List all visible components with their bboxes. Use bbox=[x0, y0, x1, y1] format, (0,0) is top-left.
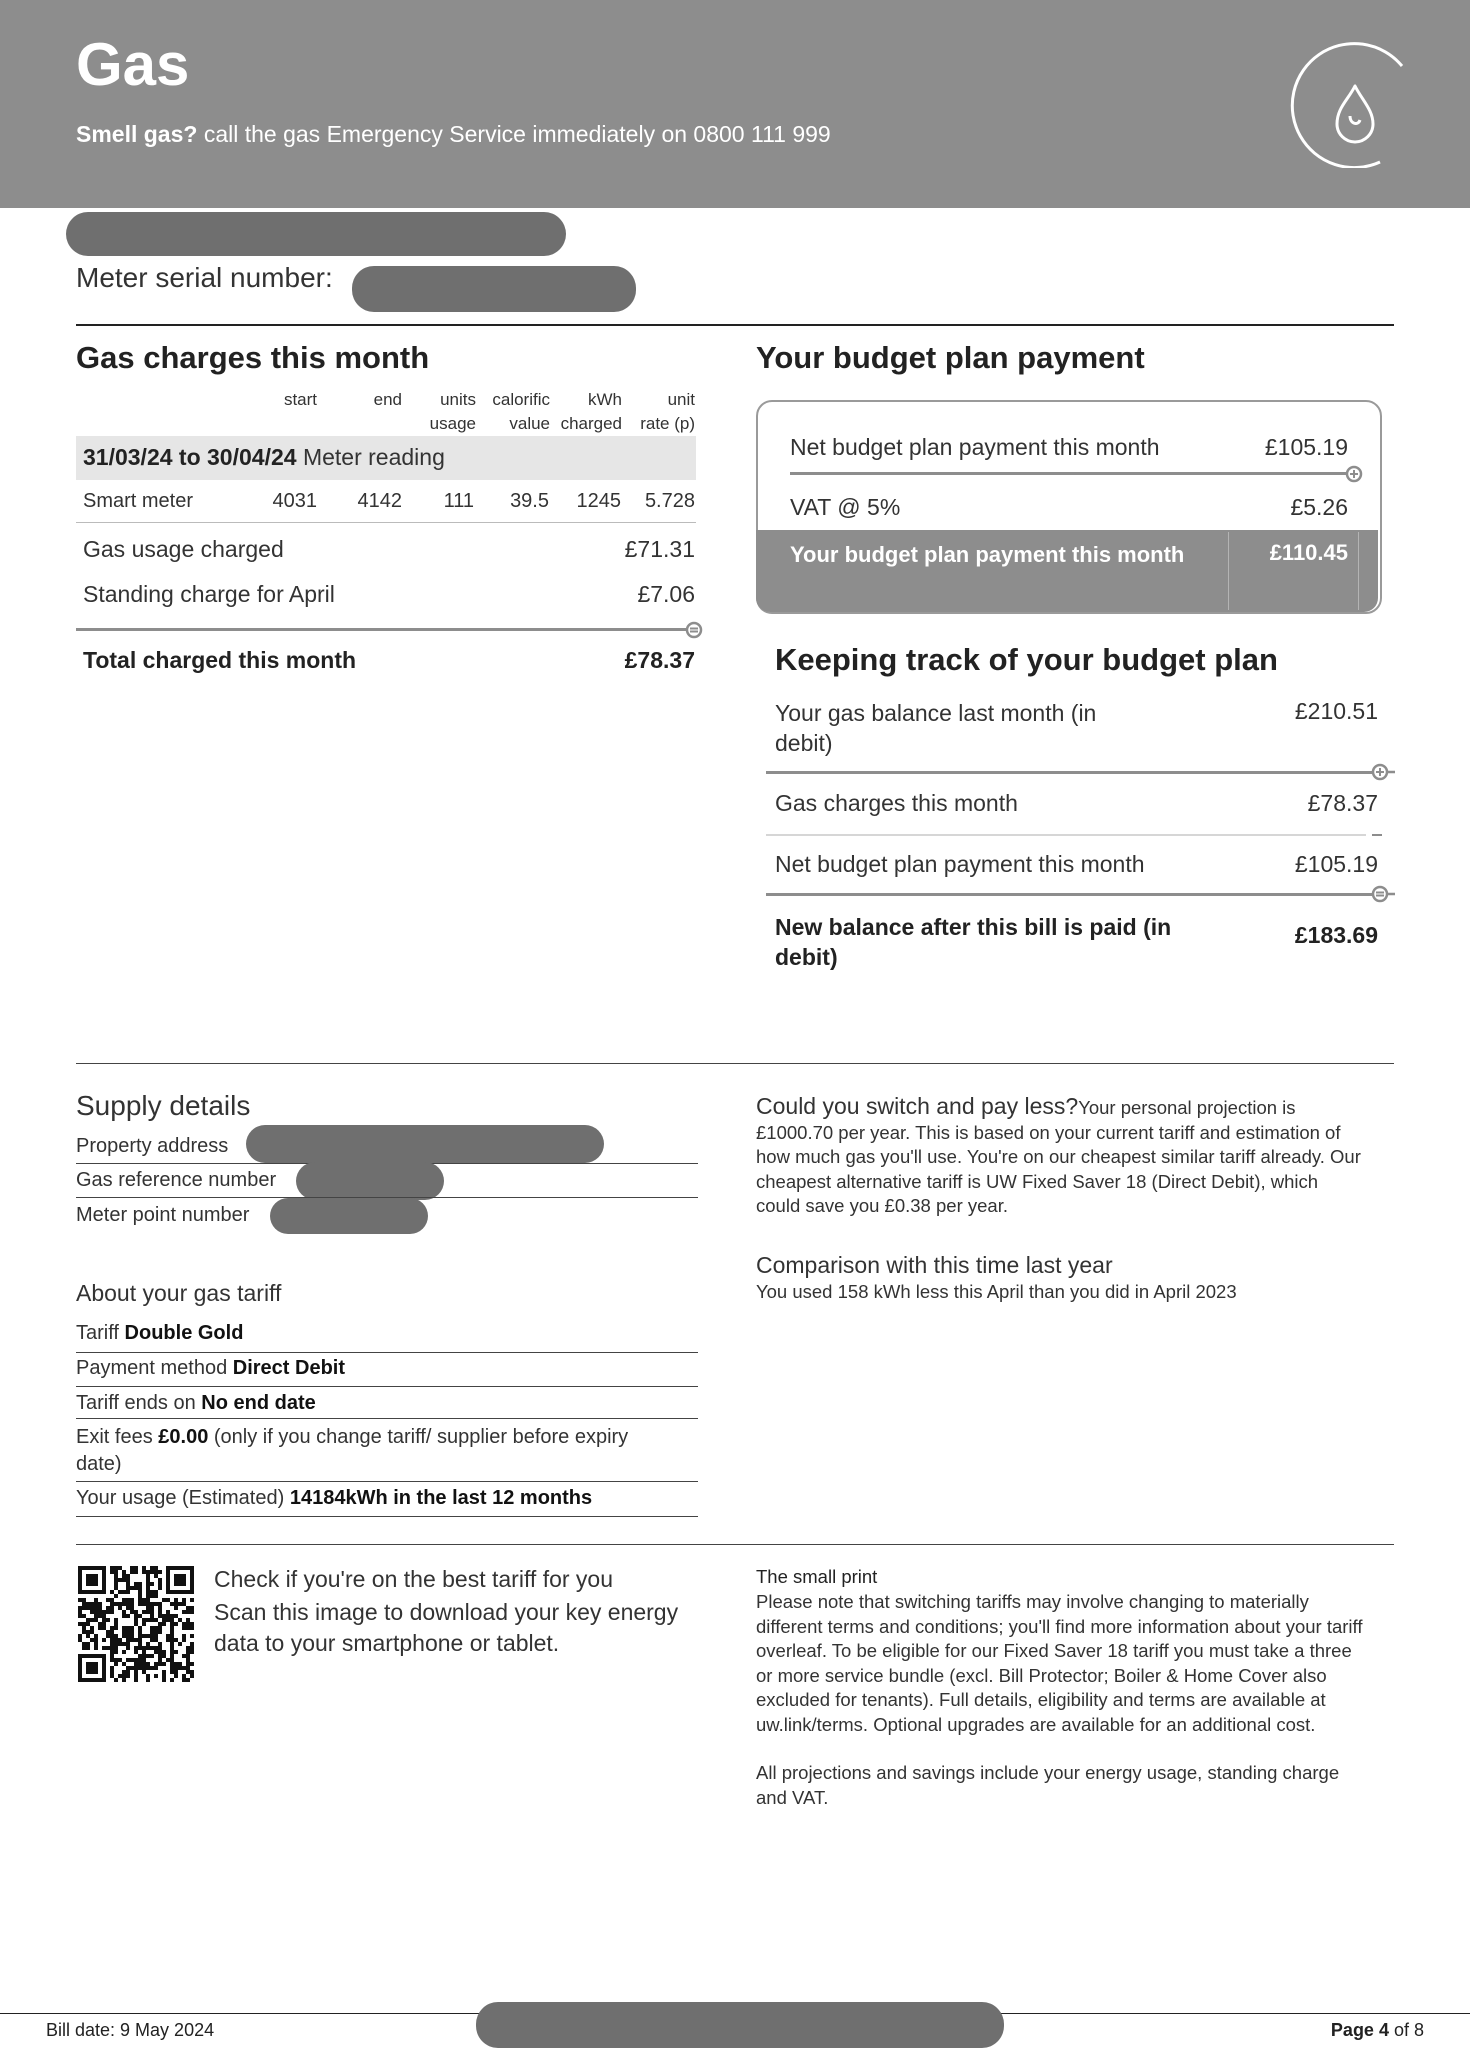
tariff-title: About your gas tariff bbox=[76, 1280, 282, 1306]
page-title: Gas bbox=[76, 31, 190, 98]
small-print-title: The small print bbox=[756, 1566, 878, 1587]
emergency-text: call the gas Emergency Service immediately on 0800 111 999 bbox=[197, 121, 831, 147]
plus-marker-icon bbox=[1342, 464, 1366, 484]
standing-charge-label: Standing charge for April bbox=[83, 581, 335, 607]
reading-label: Smart meter bbox=[83, 490, 194, 512]
period-label: 31/03/24 to 30/04/24 Meter reading bbox=[83, 444, 445, 470]
tariff-divider-3 bbox=[76, 1418, 698, 1419]
total-charged-label: Total charged this month bbox=[83, 647, 357, 673]
bp-divider bbox=[790, 472, 1352, 475]
meter-serial-label: Meter serial number: bbox=[76, 262, 333, 293]
bp-net-label: Net budget plan payment this month bbox=[790, 434, 1160, 460]
tariff-exit: Exit fees £0.00 (only if you change tariff/ supplier before expiry date) bbox=[76, 1426, 629, 1475]
tariff-divider-2 bbox=[76, 1386, 698, 1387]
bp-total-divider-right bbox=[1358, 532, 1359, 610]
qr-line1: Check if you're on the best tariff for you bbox=[214, 1566, 614, 1592]
comparison-text: You used 158 kWh less this April than you did in April 2023 bbox=[756, 1281, 1237, 1302]
tracking-last-value: £210.51 bbox=[1294, 698, 1378, 724]
comparison-title: Comparison with this time last year bbox=[756, 1252, 1113, 1278]
bp-net-value: £105.19 bbox=[1264, 434, 1348, 460]
redacted-meter-point bbox=[270, 1198, 428, 1234]
col-header-kwh: kWh charged bbox=[560, 390, 622, 433]
subtotal-marker-icon bbox=[682, 620, 706, 640]
tracking-charges-value: £78.37 bbox=[1307, 790, 1378, 816]
bp-total-label: Your budget plan payment this month bbox=[790, 542, 1185, 567]
reading-calorific: 39.5 bbox=[510, 490, 549, 512]
header-banner bbox=[0, 0, 1470, 208]
tracking-divider-3 bbox=[766, 893, 1376, 896]
col-header-start: start bbox=[283, 390, 317, 409]
bill-date: Bill date: 9 May 2024 bbox=[46, 2020, 215, 2040]
tracking-divider-1 bbox=[766, 771, 1376, 774]
col-header-end: end bbox=[373, 390, 402, 409]
col-header-units: units usage bbox=[429, 390, 476, 433]
qr-line2: Scan this image to download your key energy data to your smartphone or tablet. bbox=[214, 1599, 679, 1656]
plus-marker-icon bbox=[1368, 762, 1396, 782]
reading-start: 4031 bbox=[272, 490, 317, 512]
tariff-usage: Your usage (Estimated) 14184kWh in the last 12 months bbox=[76, 1487, 593, 1509]
col-header-calorific: calorific value bbox=[492, 390, 550, 433]
supply-gas-ref: Gas reference number bbox=[76, 1169, 277, 1191]
divider-reading bbox=[76, 522, 696, 523]
minus-marker-icon bbox=[1372, 834, 1382, 836]
tracking-divider-2 bbox=[766, 834, 1366, 836]
tracking-new-label: New balance after this bill is paid (in debit) bbox=[775, 914, 1172, 970]
tariff-divider-1 bbox=[76, 1352, 698, 1353]
divider-top bbox=[76, 324, 1394, 326]
redacted-address-top bbox=[66, 212, 566, 256]
flame-icon bbox=[1290, 38, 1420, 168]
tracking-charges-label: Gas charges this month bbox=[775, 790, 1018, 816]
total-charged-value: £78.37 bbox=[624, 647, 695, 673]
reading-units: 111 bbox=[443, 490, 474, 512]
tariff-name: Tariff Double Gold bbox=[76, 1322, 244, 1344]
bp-total-value: £110.45 bbox=[1269, 540, 1348, 565]
switch-text: Your personal projection is £1000.70 per year. This is based on your current tariff and estimation of how much gas you'll use. You're on our cheapest similar tariff already. Our cheapest alternative tariff is UW Fixed Saver 18 (Direct Debit), which could save you £0.38 per year. bbox=[756, 1097, 1361, 1216]
tracking-last-label: Your gas balance last month (in debit) bbox=[775, 700, 1097, 756]
switch-title: Could you switch and pay less? bbox=[756, 1093, 1079, 1119]
switch-section bbox=[756, 1094, 1366, 1219]
reading-end: 4142 bbox=[357, 490, 402, 512]
small-print-p2: All projections and savings include your energy usage, standing charge and VAT. bbox=[756, 1762, 1340, 1808]
tracking-net-value: £105.19 bbox=[1294, 851, 1378, 877]
page-number: Page 4 of 8 bbox=[1330, 2020, 1424, 2040]
divider-lower bbox=[76, 1544, 1394, 1545]
redacted-gas-ref bbox=[296, 1162, 444, 1200]
tracking-net-label: Net budget plan payment this month bbox=[775, 851, 1145, 877]
supply-title: Supply details bbox=[76, 1090, 251, 1121]
redacted-property bbox=[246, 1125, 604, 1163]
gas-charges-title: Gas charges this month bbox=[76, 340, 430, 375]
reading-rate: 5.728 bbox=[644, 490, 695, 512]
emergency-notice bbox=[76, 121, 831, 148]
redacted-meter-serial bbox=[352, 266, 636, 312]
tracking-new-value: £183.69 bbox=[1294, 922, 1378, 948]
budget-plan-title: Your budget plan payment bbox=[756, 340, 1145, 375]
divider-total bbox=[76, 628, 686, 631]
usage-charged-value: £71.31 bbox=[624, 536, 695, 562]
qr-code-icon bbox=[76, 1566, 196, 1682]
bp-total-divider bbox=[1228, 532, 1229, 610]
divider-middle bbox=[76, 1063, 1394, 1064]
standing-charge-value: £7.06 bbox=[637, 581, 695, 607]
supply-property: Property address bbox=[76, 1135, 229, 1157]
supply-meter-point: Meter point number bbox=[76, 1204, 250, 1226]
tariff-divider-4 bbox=[76, 1481, 698, 1482]
small-print-p1: Please note that switching tariffs may involve changing to materially different terms and conditions; you'll find more information about your tariff overleaf. To be eligible for our Fixed Saver 18 tariff you must take a three or more service bundle (excl. Bill Protector; Boiler & Home Cover also excluded for tenants). Full details, eligibility and terms are available at uw.link/terms. Optional upgrades are available for an additional cost. bbox=[756, 1591, 1363, 1735]
reading-kwh: 1245 bbox=[576, 490, 621, 512]
tariff-ends: Tariff ends on No end date bbox=[76, 1392, 316, 1414]
subtotal-marker-icon bbox=[1368, 884, 1396, 904]
usage-charged-label: Gas usage charged bbox=[83, 536, 284, 562]
col-header-rate: unit rate (p) bbox=[640, 390, 695, 433]
tracking-title: Keeping track of your budget plan bbox=[775, 642, 1278, 677]
bp-vat-value: £5.26 bbox=[1290, 494, 1348, 520]
tariff-payment: Payment method Direct Debit bbox=[76, 1357, 346, 1379]
redacted-footer bbox=[476, 2002, 1004, 2048]
emergency-bold: Smell gas? bbox=[76, 121, 198, 147]
bp-vat-label: VAT @ 5% bbox=[790, 494, 901, 520]
tariff-divider-5 bbox=[76, 1516, 698, 1517]
